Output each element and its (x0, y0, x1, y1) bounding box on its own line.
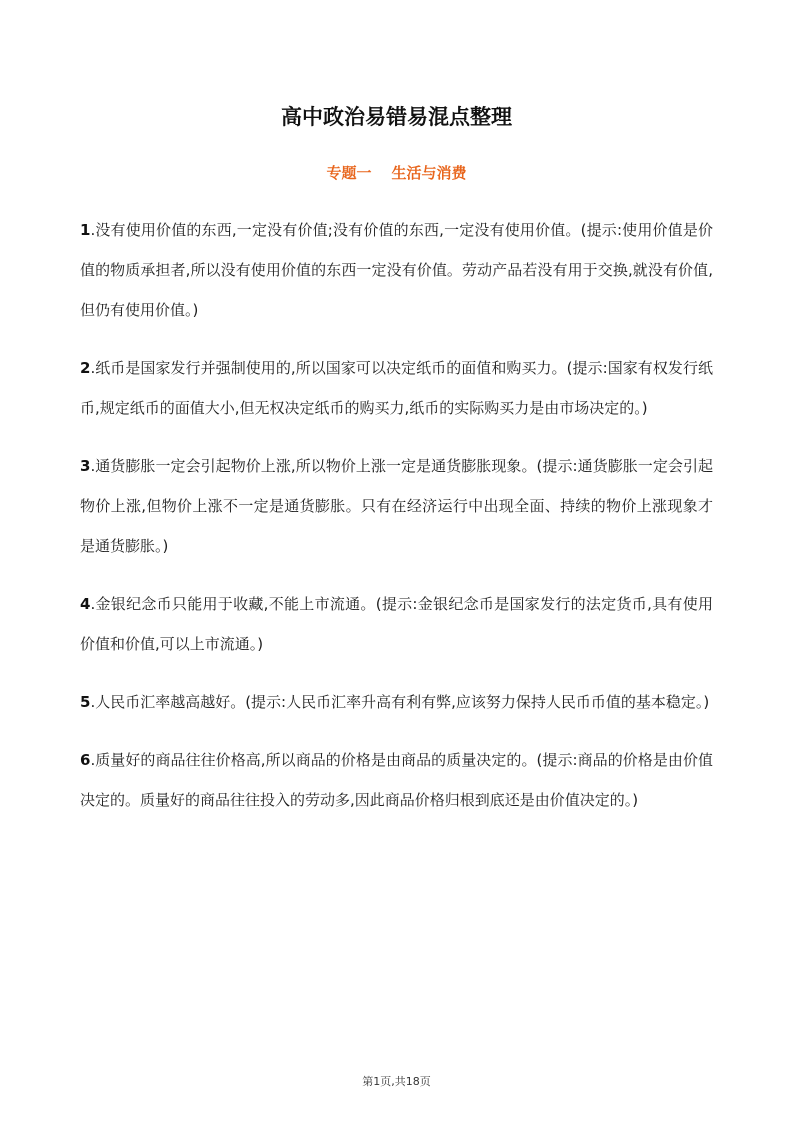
section-label: 专题一 (326, 164, 372, 182)
section-name: 生活与消费 (391, 164, 467, 182)
item-number: 5 (80, 693, 91, 711)
item-text: .通货膨胀一定会引起物价上涨,所以物价上涨一定是通货膨胀现象。(提示:通货膨胀一定会引起物价上涨,但物价上涨不一定是通货膨胀。只有在经济运行中出现全面、持续的物价上涨现象才是通货膨胀。) (80, 457, 713, 555)
item-list (80, 210, 713, 838)
list-item (80, 682, 713, 722)
list-item (80, 348, 713, 428)
item-text: .金银纪念币只能用于收藏,不能上市流通。(提示:金银纪念币是国家发行的法定货币,具有使用价值和价值,可以上市流通。) (80, 595, 713, 653)
item-text: .纸币是国家发行并强制使用的,所以国家可以决定纸币的面值和购买力。(提示:国家有权发行纸币,规定纸币的面值大小,但无权决定纸币的购买力,纸币的实际购买力是由市场决定的。) (80, 359, 713, 417)
item-number: 6 (80, 751, 91, 769)
list-item (80, 210, 713, 330)
list-item (80, 740, 713, 820)
item-number: 2 (80, 359, 91, 377)
item-text: .人民币汇率越高越好。(提示:人民币汇率升高有利有弊,应该努力保持人民币币值的基本稳定。) (90, 693, 710, 711)
item-number: 4 (80, 595, 91, 613)
item-number: 3 (80, 457, 91, 475)
item-text: .没有使用价值的东西,一定没有价值;没有价值的东西,一定没有使用价值。(提示:使用价值是价值的物质承担者,所以没有使用价值的东西一定没有价值。劳动产品若没有用于交换,就没有价值,但仍有使用价值。) (80, 221, 713, 319)
list-item (80, 584, 713, 664)
item-number: 1 (80, 221, 91, 239)
page-footer: 第1页,共18页 (362, 1075, 431, 1088)
section-title (0, 160, 793, 186)
list-item (80, 446, 713, 566)
item-text: .质量好的商品往往价格高,所以商品的价格是由商品的质量决定的。(提示:商品的价格是由价值决定的。质量好的商品往往投入的劳动多,因此商品价格归根到底还是由价值决定的。) (80, 751, 713, 809)
page-title: 高中政治易错易混点整理 (281, 105, 512, 129)
